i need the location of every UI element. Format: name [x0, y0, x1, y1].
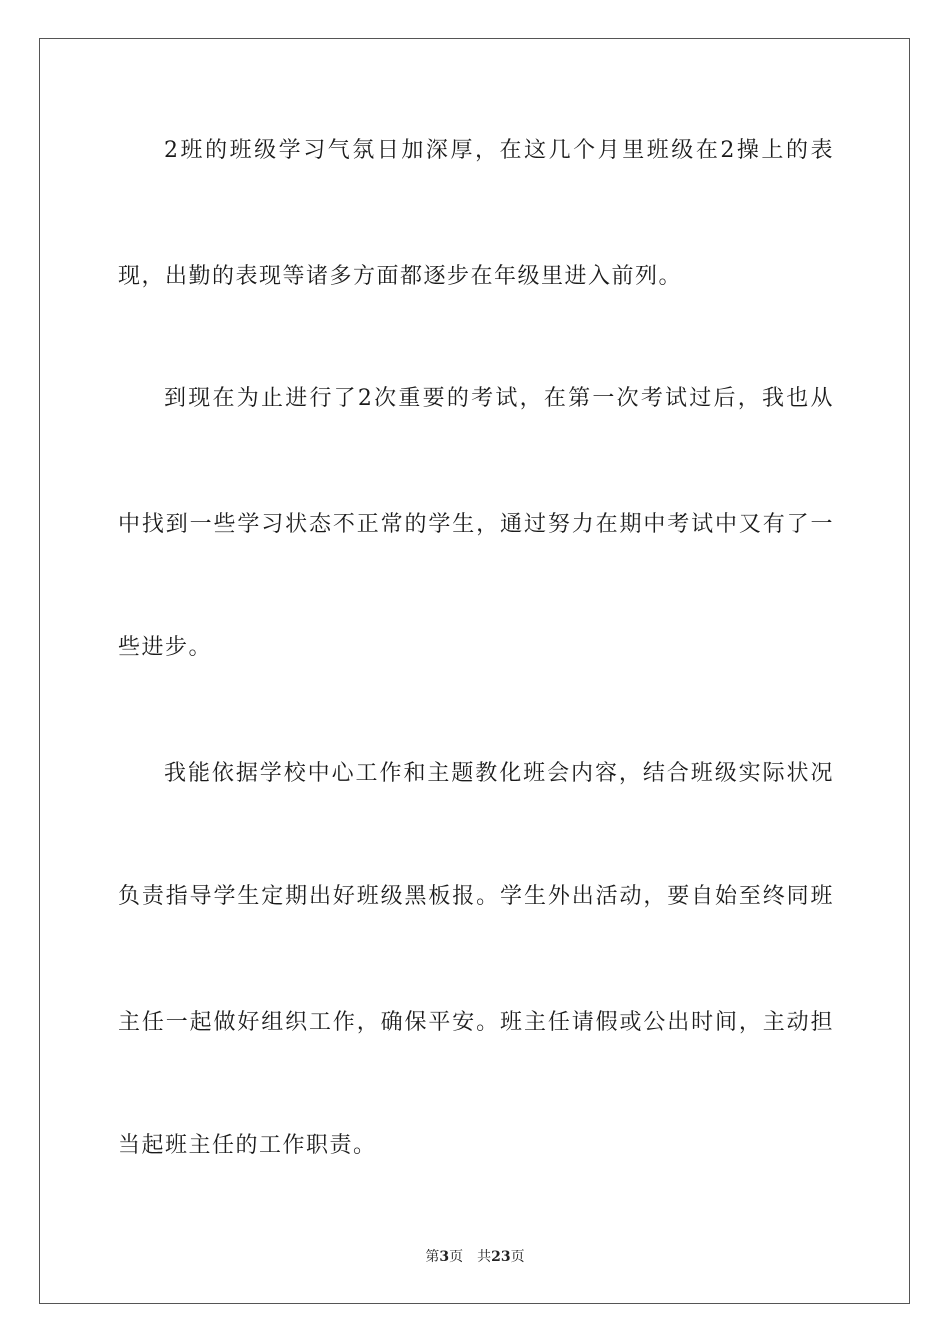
paragraph-2-line-2: 中找到一些学习状态不正常的学生，通过努力在期中考试中又有了一	[118, 512, 834, 537]
page-footer	[0, 1248, 950, 1266]
footer-page-number: 3	[439, 1249, 450, 1265]
page-frame	[39, 38, 910, 1304]
footer-page-prefix: 第	[425, 1249, 440, 1265]
footer-page-suffix: 页	[449, 1249, 464, 1265]
paragraph-1-line-1: 2班的班级学习气氛日加深厚，在这几个月里班级在2操上的表	[164, 138, 834, 163]
paragraph-3-line-2: 负责指导学生定期出好班级黑板报。学生外出活动，要自始至终同班	[118, 884, 834, 909]
paragraph-2-line-3: 些进步。	[118, 635, 213, 660]
footer-total-suffix: 页	[510, 1249, 525, 1265]
paragraph-2-line-1: 到现在为止进行了2次重要的考试，在第一次考试过后，我也从	[164, 386, 834, 411]
footer-total-prefix: 共	[477, 1249, 492, 1265]
paragraph-3-line-1: 我能依据学校中心工作和主题教化班会内容，结合班级实际状况	[164, 761, 834, 786]
footer-total-pages: 23	[491, 1249, 511, 1265]
paragraph-3-line-4: 当起班主任的工作职责。	[118, 1133, 377, 1158]
paragraph-3-line-3: 主任一起做好组织工作，确保平安。班主任请假或公出时间，主动担	[118, 1010, 834, 1035]
paragraph-1-line-2: 现，出勤的表现等诸多方面都逐步在年级里进入前列。	[118, 264, 683, 289]
